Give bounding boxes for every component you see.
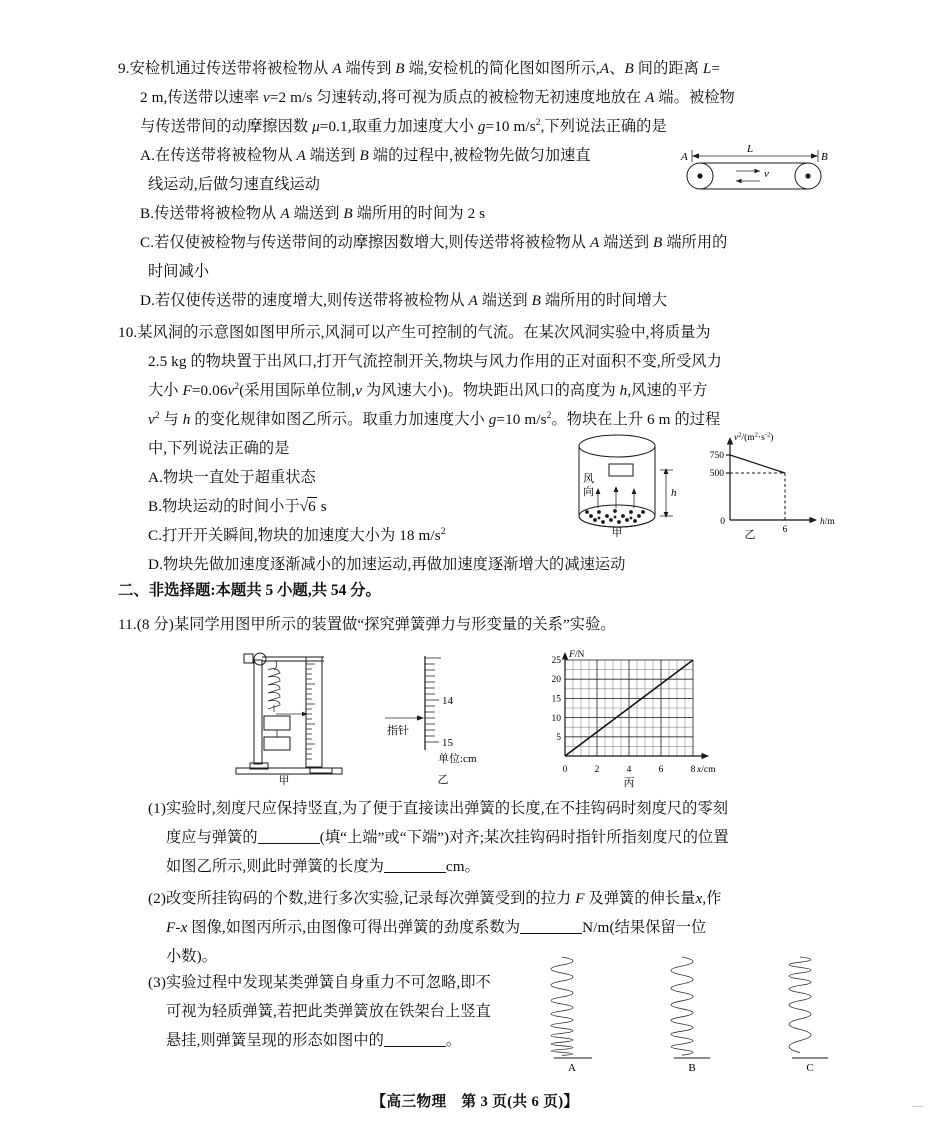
fx-graph-figure	[525, 648, 735, 788]
v2-h-graph	[694, 428, 834, 540]
fx-ytick-25: 25	[551, 656, 561, 666]
q9-option-a-line1: A.在传送带将被检物从 A 端送到 B 端的过程中,被检物先做匀加速直	[140, 147, 591, 164]
v2h-xlabel: h/m	[820, 517, 835, 527]
fx-xtick-8: 8	[690, 765, 696, 775]
ruler-caption: 乙	[437, 774, 449, 786]
fx-ytick-20: 20	[551, 675, 561, 685]
q10-option-b: B.物块运动的时间小于√6 s	[148, 498, 327, 515]
fx-ytick-5: 5	[556, 733, 561, 743]
section-2-heading: 二、非选择题:本题共 5 小题,共 54 分。	[118, 582, 381, 599]
question-11-stem	[118, 610, 848, 639]
q9-option-d: D.若仅使传送带的速度增大,则传送带将被检物从 A 端送到 B 端所用的时间增大	[140, 292, 668, 309]
belt-speed-label: v	[764, 168, 769, 180]
q10-line-2: 2.5 kg 的物块置于出风口,打开气流控制开关,物块与风力作用的正对面积不变,所受风力	[148, 353, 722, 370]
q11-1-line2: 度应与弹簧的 (填“上端”或“下端”)对齐;某次挂钩码时指针所指刻度尺的位置	[166, 829, 729, 846]
q9-option-b: B.传送带将被检物从 A 端送到 B 端所用的时间为 2 s	[140, 205, 486, 222]
wind-tunnel-figure	[565, 432, 683, 540]
belt-label-a: A	[681, 151, 688, 163]
q10-line-4: $v^2$ 与 h 的变化规律如图乙所示。取重力加速度大小 g=10 $m/s^2$。物块在上升 6 m 的过程	[148, 410, 721, 428]
q11-3-line3: 悬挂,则弹簧呈现的形态如图中的 。	[166, 1032, 462, 1049]
page-corner-mark: —	[912, 1100, 923, 1112]
q11-3-blank-1[interactable]	[384, 1046, 446, 1047]
page-footer: 【高三物理 第 3 页(共 6 页)】	[371, 1094, 579, 1110]
question-11-sub2	[118, 884, 848, 971]
q10-option-a: A.物块一直处于超重状态	[148, 469, 316, 486]
fx-xtick-0: 0	[562, 765, 568, 775]
v2h-ylabel: $v^2/(m^2\cdot s^{-2})$	[734, 431, 774, 443]
q11-1-line1: (1)实验时,刻度尺应保持竖直,为了便于直接读出弹簧的长度,在不挂钩码时刻度尺的零刻	[148, 800, 729, 817]
spring-option-b-label: B	[688, 1062, 696, 1074]
ruler-unit-label: 单位:cm	[438, 753, 477, 765]
q11-3-line2: 可视为轻质弹簧,若把此类弹簧放在铁架台上竖直	[166, 1003, 491, 1020]
q11-2-line1: (2)改变所挂钩码的个数,进行多次实验,记录每次弹簧受到的拉力 F 及弹簧的伸长量x,作	[148, 890, 722, 907]
ruler-tick-15: 15	[442, 737, 453, 749]
q11-1-line3: 如图乙所示,则此时弹簧的长度为 cm。	[166, 858, 480, 875]
q11-stem: 11.(8 分)某同学用图甲所示的装置做“探究弹簧弹力与形变量的关系”实验。	[118, 616, 616, 633]
q9-line-3: 与传送带间的动摩擦因数 μ=0.1,取重力加速度大小 g=10 $m/s^2$,下列说法正确的是	[140, 117, 667, 135]
ruler-pointer-label: 指针	[387, 725, 409, 737]
fx-ytick-15: 15	[551, 694, 561, 705]
wind-tunnel-caption: 甲	[611, 527, 623, 539]
v2h-ytick-750: 750	[709, 451, 724, 461]
q9-option-a-line2: 线运动,后做匀速直线运动	[148, 176, 321, 193]
q10-option-c: C.打开开关瞬间,物块的加速度大小为 18 $m/s^2$	[148, 526, 446, 544]
q10-line-3: 大小 $F=0.06v^2$(采用国际单位制,v 为风速大小)。物块距出风口的高度为 h,风速的平方	[148, 381, 708, 399]
q10-line-1: 10.某风洞的示意图如图甲所示,风洞可以产生可控制的气流。在某次风洞实验中,将质量为	[118, 324, 711, 341]
q11-2-blank-1[interactable]	[520, 933, 582, 934]
q9-option-c-line1: C.若仅使被检物与传送带间的动摩擦因数增大,则传送带将被检物从 A 端送到 B 端所用的	[140, 234, 728, 251]
q9-line-1: 9.安检机通过传送带将被检物从 A 端传到 B 端,安检机的简化图如图所示,A、B 间的距离 L=	[118, 60, 721, 77]
spring-option-c	[786, 955, 856, 1073]
ruler-tick-14: 14	[442, 695, 453, 707]
v2h-origin: 0	[720, 517, 725, 527]
question-11-sub1	[118, 794, 848, 881]
apparatus-caption: 甲	[278, 775, 290, 787]
fx-ylabel: F/N	[569, 650, 585, 660]
spring-option-a	[548, 955, 618, 1073]
fx-xtick-2: 2	[594, 765, 600, 775]
q10-line-5: 中,下列说法正确的是	[148, 440, 290, 457]
spring-option-b	[668, 955, 738, 1073]
q11-2-line3: 小数)。	[166, 948, 218, 965]
wind-label-char2: 向	[583, 486, 594, 498]
v2h-ytick-500: 500	[709, 469, 724, 479]
spring-option-a-label: A	[568, 1062, 576, 1074]
spring-apparatus-figure	[232, 648, 350, 786]
spring-option-c-label: C	[806, 1062, 814, 1074]
question-11-sub3	[118, 968, 538, 1055]
fx-caption: 丙	[623, 777, 635, 789]
ruler-closeup-figure	[383, 652, 509, 786]
fx-xtick-4: 4	[626, 765, 632, 775]
v2h-caption: 乙	[744, 529, 756, 541]
fx-ytick-10: 10	[551, 714, 561, 724]
q11-1-blank-2[interactable]	[384, 872, 446, 873]
wind-height-label: h	[671, 487, 677, 499]
belt-length-label: L	[746, 143, 754, 155]
conveyor-belt-figure	[678, 142, 834, 198]
wind-label-char1: 风	[583, 473, 594, 485]
q9-line-2: 2 m,传送带以速率 v=2 m/s 匀速转动,将可视为质点的被检物无初速度地放在 A 端。被检物	[140, 89, 735, 106]
q11-1-blank-1[interactable]	[258, 843, 320, 844]
q11-2-line2: F-x 图像,如图丙所示,由图像可得出弹簧的劲度系数为 N/m(结果保留一位	[166, 919, 707, 936]
fx-xtick-6: 6	[658, 765, 664, 775]
fx-xlabel: x/cm	[697, 765, 716, 775]
belt-label-b: B	[821, 151, 828, 163]
q10-option-d: D.物块先做加速度逐渐减小的加速运动,再做加速度逐渐增大的减速运动	[148, 556, 626, 573]
q11-3-line1: (3)实验过程中发现某类弹簧自身重力不可忽略,即不	[148, 974, 491, 991]
v2h-xtick-6: 6	[782, 525, 788, 535]
q9-option-c-line2: 时间减小	[148, 263, 210, 280]
